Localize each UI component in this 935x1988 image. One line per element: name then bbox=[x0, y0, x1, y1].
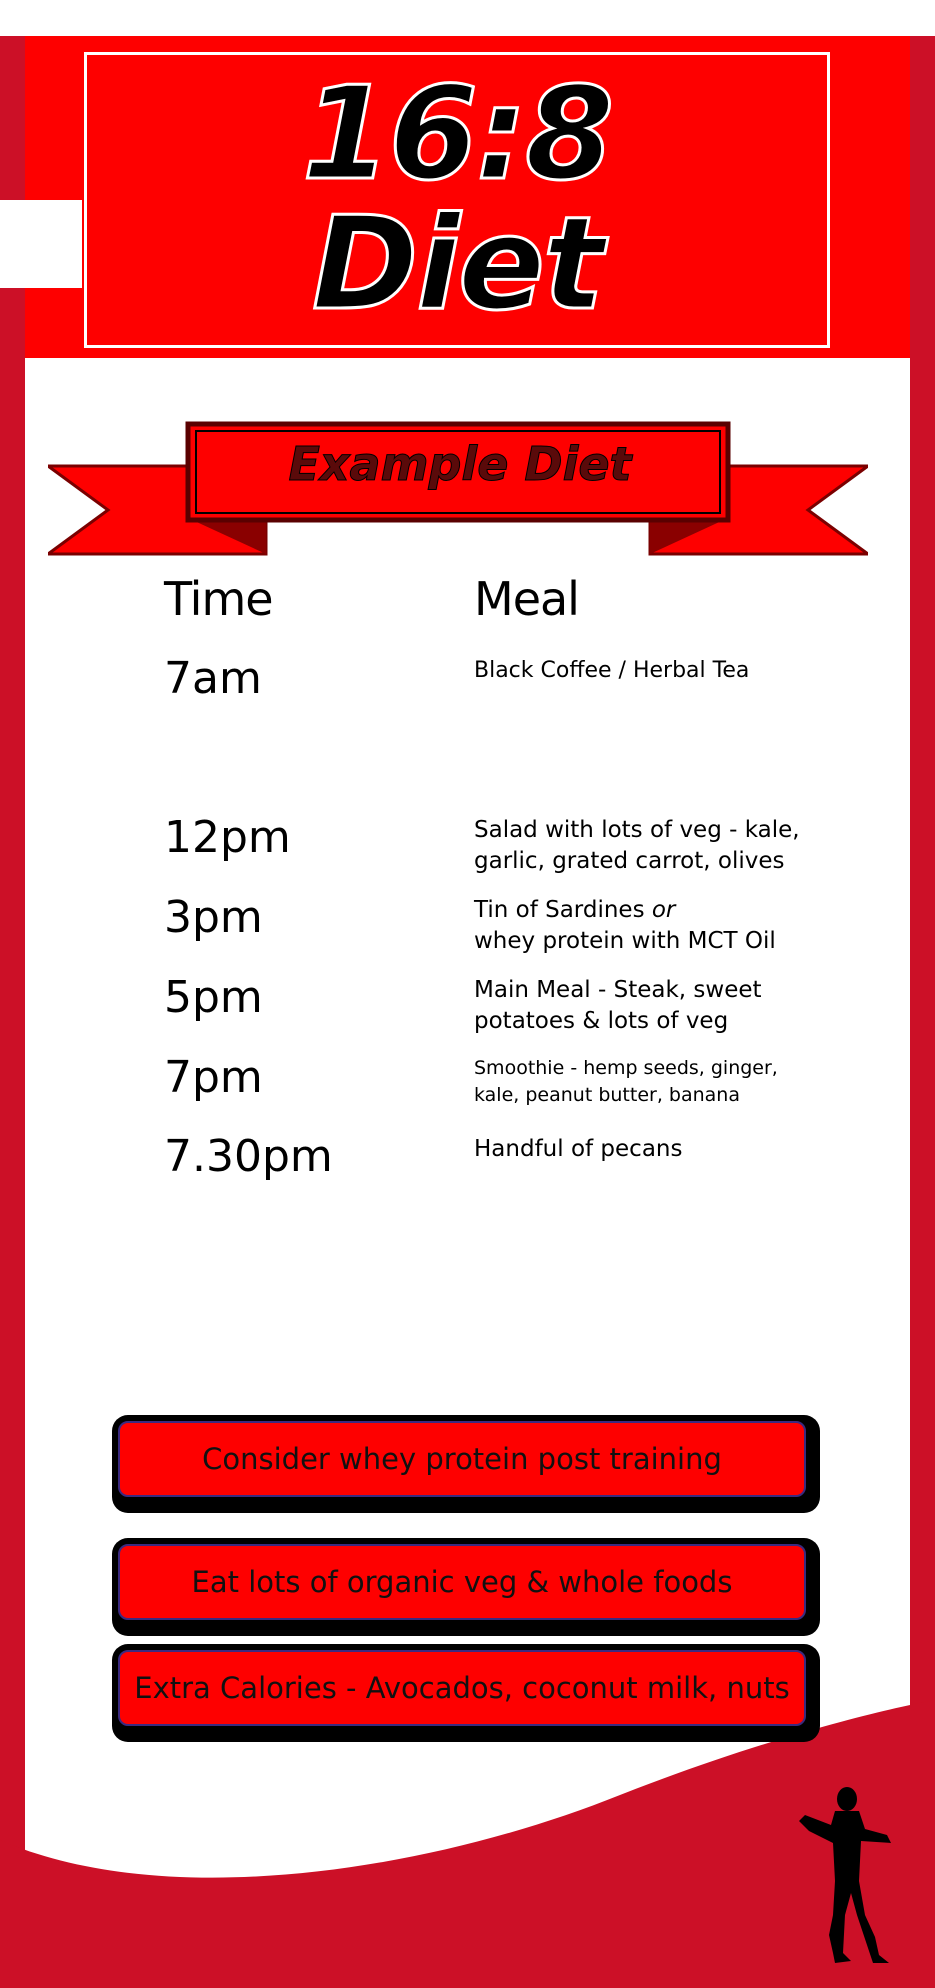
meal-or: or bbox=[651, 897, 676, 923]
time-cell: 7.30pm bbox=[164, 1131, 333, 1182]
right-border bbox=[910, 36, 935, 1988]
time-cell: 7pm bbox=[164, 1052, 263, 1103]
tip-text: Consider whey protein post training bbox=[118, 1421, 806, 1497]
meal-cell: Salad with lots of veg - kale, garlic, grated carrot, olives bbox=[474, 817, 800, 874]
meal-text: Tin of Sardines bbox=[474, 897, 645, 923]
meal-text: whey protein with MCT Oil bbox=[474, 928, 776, 954]
time-cell: 12pm bbox=[164, 812, 291, 863]
meal-cell bbox=[474, 895, 854, 957]
time-header: Time bbox=[164, 572, 273, 626]
tip-card bbox=[112, 1538, 820, 1636]
time-cell: 3pm bbox=[164, 892, 263, 943]
banner-label: Example Diet bbox=[288, 437, 632, 491]
title-line-1: 16:8 bbox=[301, 60, 613, 209]
tip-text: Eat lots of organic veg & whole foods bbox=[118, 1544, 806, 1620]
meal-cell: Black Coffee / Herbal Tea bbox=[474, 658, 750, 683]
title-line-2: Diet bbox=[311, 190, 603, 339]
tip-text: Extra Calories - Avocados, coconut milk, nuts bbox=[118, 1650, 806, 1726]
time-cell: 7am bbox=[164, 653, 262, 704]
meal-cell: Main Meal - Steak, sweet potatoes & lots of veg bbox=[474, 977, 762, 1034]
meal-cell: Smoothie - hemp seeds, ginger, kale, peanut butter, banana bbox=[474, 1057, 778, 1106]
tip-card bbox=[112, 1644, 820, 1742]
left-border bbox=[0, 36, 25, 1988]
time-cell: 5pm bbox=[164, 972, 263, 1023]
tip-card bbox=[112, 1415, 820, 1513]
header-notch bbox=[0, 200, 82, 288]
meal-header: Meal bbox=[474, 572, 579, 626]
title-box bbox=[84, 52, 830, 348]
meal-cell: Handful of pecans bbox=[474, 1136, 683, 1162]
boxer-silhouette-icon bbox=[795, 1785, 905, 1970]
